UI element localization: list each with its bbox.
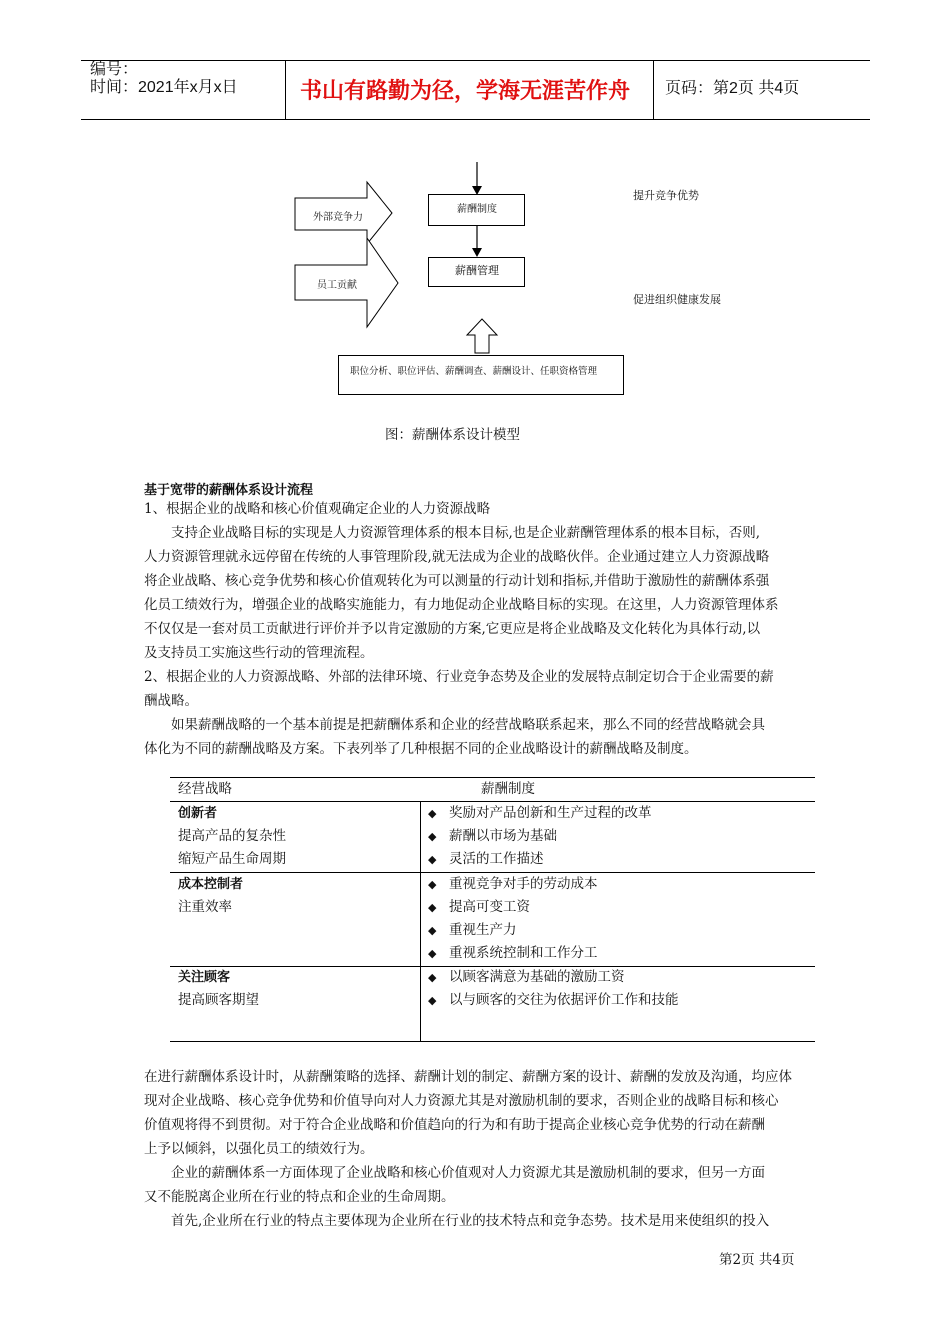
bullet-icon: ◆ xyxy=(428,924,437,937)
strategy-title: 关注顾客 xyxy=(178,970,231,985)
table-row xyxy=(428,942,598,965)
strategy-title: 成本控制者 xyxy=(178,877,244,892)
system-item: 奖励对产品创新和生产过程的改革 xyxy=(449,805,652,821)
table-header-system: 薪酬制度 xyxy=(481,781,535,797)
text-line: 支持企业战略目标的实现是人力资源管理体系的根本目标,也是企业薪酬管理体系的根本目标，否则, xyxy=(171,525,761,541)
page-footer: 第2页 共4页 xyxy=(719,1252,795,1268)
text-line: 企业的薪酬体系一方面体现了企业战略和核心价值观对人力资源尤其是激励机制的要求，但另一方面 xyxy=(171,1165,765,1181)
system-item: 重视竞争对手的劳动成本 xyxy=(449,876,598,892)
table-row xyxy=(428,966,679,989)
system-item: 重视生产力 xyxy=(449,922,517,938)
box-salary-system xyxy=(428,194,525,226)
table-row xyxy=(428,802,652,825)
table-row xyxy=(428,896,598,919)
text-line: 现对企业战略、核心竞争优势和价值导向对人力资源尤其是对激励机制的要求，否则企业的战略目标和核心 xyxy=(144,1093,779,1109)
table-rule-bottom xyxy=(170,1041,815,1042)
text-line: 又不能脱离企业所在行业的特点和企业的生命周期。 xyxy=(144,1189,455,1205)
bullet-icon: ◆ xyxy=(428,830,437,843)
text-line: 人力资源管理就永远停留在传统的人事管理阶段,就无法成为企业的战略伙伴。企业通过建立人力资源战略 xyxy=(144,549,770,565)
strategy-detail: 缩短产品生命周期 xyxy=(178,851,286,867)
table-header-strategy: 经营战略 xyxy=(178,781,232,797)
outcome-competitive-advantage: 提升竞争优势 xyxy=(633,189,699,202)
system-item: 薪酬以市场为基础 xyxy=(449,828,557,844)
system-item: 提高可变工资 xyxy=(449,899,530,915)
table-row xyxy=(428,848,652,871)
header-motto: 书山有路勤为径，学海无涯苦作舟 xyxy=(300,79,631,104)
text-line: 上予以倾斜，以强化员工的绩效行为。 xyxy=(144,1141,374,1157)
box-salary-system-label: 薪酬制度 xyxy=(457,204,497,215)
text-line: 如果薪酬战略的一个基本前提是把薪酬体系和企业的经营战略联系起来，那么不同的经营战略就会具 xyxy=(171,717,765,733)
outcome-organization-health: 促进组织健康发展 xyxy=(633,293,721,306)
strategy-detail: 提高产品的复杂性 xyxy=(178,828,286,844)
bullet-icon: ◆ xyxy=(428,878,437,891)
system-item: 重视系统控制和工作分工 xyxy=(449,945,598,961)
bullet-icon: ◆ xyxy=(428,853,437,866)
text-line: 化员工绩效行为，增强企业的战略实施能力，有力地促动企业战略目标的实现。在这里，人力资源管理体系 xyxy=(144,597,779,613)
table-row xyxy=(428,873,598,896)
header-page-label: 页码：第2页 共4页 xyxy=(665,80,800,97)
system-item: 以与顾客的交往为依据评价工作和技能 xyxy=(449,992,679,1008)
table-group-customer-focus xyxy=(178,966,259,1012)
box-basis-label: 职位分析、职位评估、薪酬调查、薪酬设计、任职资格管理 xyxy=(350,366,598,377)
step-1-heading: 1、根据企业的战略和核心价值观确定企业的人力资源战略 xyxy=(144,501,491,517)
table-row xyxy=(428,989,679,1012)
bullet-icon: ◆ xyxy=(428,994,437,1007)
system-item: 灵活的工作描述 xyxy=(449,851,544,867)
text-line: 不仅仅是一套对员工贡献进行评价并予以肯定激励的方案,它更应是将企业战略及文化转化为具体行动,以 xyxy=(144,621,761,637)
document-number-label: 编号： xyxy=(90,61,139,78)
table-group-cost-controller-items xyxy=(428,873,598,965)
step-2-heading-cont: 酬战略。 xyxy=(144,693,198,709)
bullet-icon: ◆ xyxy=(428,947,437,960)
table-group-innovator-items xyxy=(428,802,652,871)
arrow-employee-label: 员工贡献 xyxy=(317,280,357,291)
text-line: 在进行薪酬体系设计时，从薪酬策略的选择、薪酬计划的制定、薪酬方案的设计、薪酬的发放及沟通，均应体 xyxy=(144,1069,792,1085)
text-line: 及支持员工实施这些行动的管理流程。 xyxy=(144,645,374,661)
bullet-icon: ◆ xyxy=(428,901,437,914)
box-salary-management-label: 薪酬管理 xyxy=(455,264,499,277)
table-row xyxy=(428,919,598,942)
table-group-innovator xyxy=(178,802,286,871)
table-column-divider xyxy=(420,802,421,1041)
arrow-up-hollow xyxy=(467,319,497,353)
strategy-detail: 提高顾客期望 xyxy=(178,992,259,1008)
bullet-icon: ◆ xyxy=(428,971,437,984)
table-row xyxy=(428,825,652,848)
figure-caption: 图：薪酬体系设计模型 xyxy=(385,427,520,443)
strategy-detail: 注重效率 xyxy=(178,899,232,915)
text-line: 将企业战略、核心竞争优势和核心价值观转化为可以测量的行动计划和指标,并借助于激励性的薪酬体系强 xyxy=(144,573,770,589)
paragraph-3 xyxy=(144,1065,792,1233)
system-item: 以顾客满意为基础的激励工资 xyxy=(449,969,625,985)
arrowhead-middle xyxy=(472,248,482,257)
bullet-icon: ◆ xyxy=(428,807,437,820)
table-group-customer-focus-items xyxy=(428,966,679,1012)
section-title: 基于宽带的薪酬体系设计流程 xyxy=(144,483,314,498)
text-line: 首先,企业所在行业的特点主要体现为企业所在行业的技术特点和竞争态势。技术是用来使组织的投入 xyxy=(171,1213,770,1229)
step-2-heading: 2、根据企业的人力资源战略、外部的法律环境、行业竞争态势及企业的发展特点制定切合于企业需要的薪 xyxy=(144,669,774,685)
table-group-cost-controller xyxy=(178,873,243,919)
text-line: 价值观将得不到贯彻。对于符合企业战略和价值趋向的行为和有助于提高企业核心竞争优势的行动在薪酬 xyxy=(144,1117,765,1133)
box-basis xyxy=(338,355,624,395)
arrow-external-label: 外部竞争力 xyxy=(313,212,363,223)
strategy-title: 创新者 xyxy=(178,806,218,821)
paragraph-1 xyxy=(144,521,779,761)
document-time-label: 时间：2021年x月x日 xyxy=(90,79,238,96)
box-salary-management xyxy=(428,257,525,287)
text-line: 体化为不同的薪酬战略及方案。下表列举了几种根据不同的企业战略设计的薪酬战略及制度。 xyxy=(144,741,698,757)
